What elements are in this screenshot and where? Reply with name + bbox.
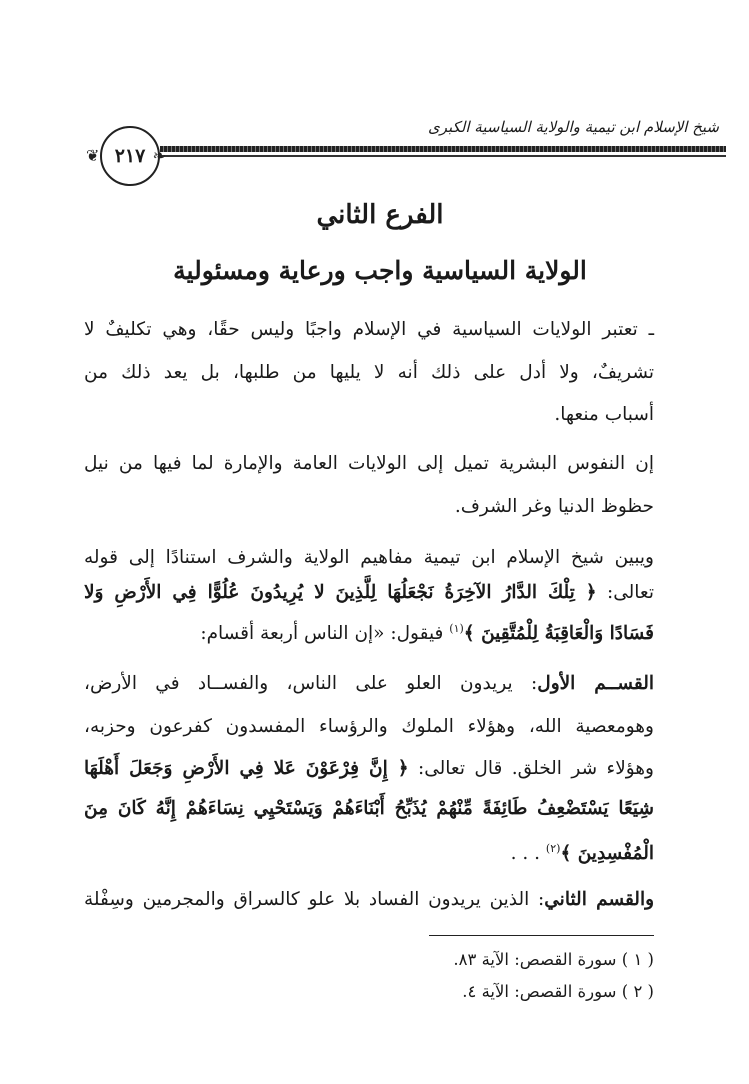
page-number-badge bbox=[86, 122, 166, 186]
footnote: ( ٢ ) سورة القصص: الآية ٤. bbox=[462, 982, 654, 1001]
ornament-left-icon: ❦ bbox=[86, 146, 100, 165]
paragraph-line bbox=[84, 576, 654, 610]
paragraph-line: ويبين شيخ الإسلام ابن تيمية مفاهيم الولاية والشرف استنادًا إلى قوله bbox=[84, 547, 654, 568]
section-subtitle: الولاية السياسية واجب ورعاية ومسئولية bbox=[173, 256, 587, 285]
paragraph-line: تشريفٌ، ولا أدل على ذلك أنه لا يليها من طلبها، بل يعد ذلك من bbox=[84, 362, 654, 383]
footnote-ref[interactable]: (٢) bbox=[545, 842, 561, 855]
text-run: : يريدون العلو على الناس، والفســاد في الأرض، bbox=[84, 673, 538, 694]
quran-verse: الْمُفْسِدِينَ ﴾ bbox=[560, 843, 654, 865]
paragraph-line: إن النفوس البشرية تميل إلى الولايات العامة والإمارة لما فيها من نيل bbox=[84, 453, 654, 474]
paragraph-line bbox=[84, 667, 654, 701]
footnote: ( ١ ) سورة القصص: الآية ٨٣. bbox=[453, 950, 654, 969]
paragraph-line: ـ تعتبر الولايات السياسية في الإسلام واجبًا وليس حقًا، وهي تكليفٌ لا bbox=[84, 319, 654, 340]
running-title: شيخ الإسلام ابن تيمية والولاية السياسية الكبرى bbox=[427, 118, 719, 136]
text-run: فيقول: «إن الناس أربعة أقسام: bbox=[200, 623, 450, 645]
footnote-ref[interactable]: (١) bbox=[449, 622, 464, 635]
paragraph-line: شِيَعًا يَسْتَضْعِفُ طَائِفَةً مِّنْهُمْ يُذَبِّحُ أَبْنَاءَهُمْ وَيَسْتَحْيِي نِسَاءَهُمْ إِنَّهُ كَانَ مِنَ bbox=[84, 798, 654, 819]
paragraph-line bbox=[84, 883, 654, 917]
paragraph-line: وهومعصية الله، وهؤلاء الملوك والرؤساء المفسدون كفرعون وحزبه، bbox=[84, 716, 654, 737]
quran-verse: ﴿ تِلْكَ الدَّارُ الآخِرَةُ نَجْعَلُهَا لِلَّذِينَ لا يُرِيدُونَ عُلُوًّا فِي الأَرْضِ وَلا bbox=[84, 582, 597, 603]
page-number: ٢١٧ bbox=[100, 126, 160, 186]
header-rule-thin bbox=[160, 155, 726, 157]
section-label: والقسم الثاني bbox=[544, 889, 655, 910]
paragraph-line bbox=[84, 752, 654, 786]
section-title: الفرع الثاني bbox=[316, 200, 444, 230]
text-run: . . . bbox=[510, 843, 546, 865]
quran-verse: ﴿ إِنَّ فِرْعَوْنَ عَلا فِي الأَرْضِ وَجَعَلَ أَهْلَهَا bbox=[84, 758, 409, 779]
text-run: تعالى: bbox=[596, 582, 654, 603]
paragraph-line bbox=[84, 832, 654, 866]
text-run: : الذين يريدون الفساد بلا علو كالسراق والمجرمين وسِفْلة bbox=[84, 889, 545, 910]
paragraph-line: حظوظ الدنيا وغر الشرف. bbox=[454, 496, 654, 517]
ornament-right-icon: ❧ bbox=[152, 146, 166, 165]
paragraph-line: أسباب منعها. bbox=[554, 404, 654, 425]
section-label: القســم الأول bbox=[537, 673, 654, 694]
header-rule bbox=[160, 146, 726, 152]
paragraph-line bbox=[84, 612, 654, 646]
quran-verse: فَسَادًا وَالْعَاقِبَةُ لِلْمُتَّقِينَ ﴾ bbox=[463, 623, 654, 645]
text-run: وهؤلاء شر الخلق. قال تعالى: bbox=[408, 758, 654, 779]
footnote-divider bbox=[429, 935, 654, 936]
